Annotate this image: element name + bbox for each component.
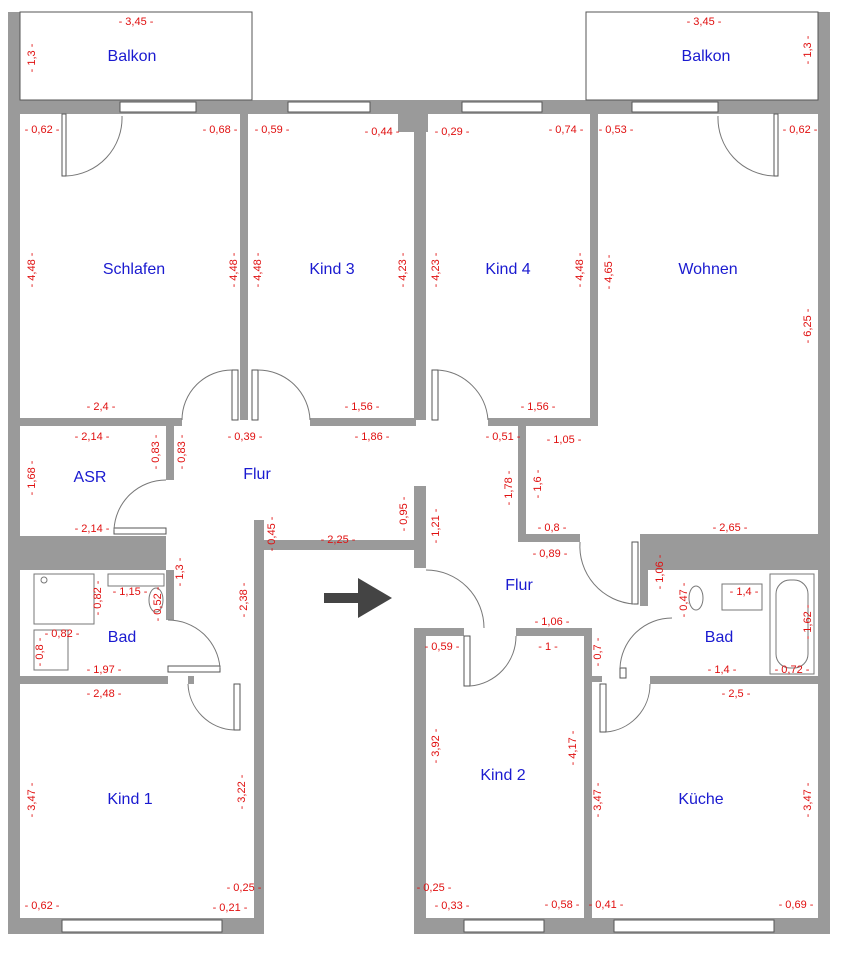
dim-label: - 0,69 - — [778, 898, 814, 911]
dim-label: - 1,56 - — [520, 400, 556, 413]
dim-label: - 1,3 - — [801, 35, 814, 65]
room-label-bad-left: Bad — [107, 629, 137, 647]
dim-label: - 1,68 - — [25, 460, 38, 496]
room-label-asr: ASR — [73, 469, 107, 487]
dim-label: - 0,59 - — [254, 123, 290, 136]
room-label-balkon-right: Balkon — [681, 48, 731, 66]
dim-label: - 3,47 - — [591, 782, 604, 818]
wall-kueche-left — [592, 676, 602, 682]
room-label-kind4: Kind 4 — [485, 261, 531, 279]
dim-label: - 4,48 - — [227, 252, 240, 288]
wall-wohnen-bottom — [640, 534, 830, 570]
dim-label: - 2,65 - — [712, 521, 748, 534]
door-balkon-left-swing — [66, 116, 122, 176]
room-label-kind1: Kind 1 — [107, 791, 153, 809]
door-bad-left-leaf — [168, 666, 220, 672]
dim-label: - 0,53 - — [598, 123, 634, 136]
room-label-wohnen: Wohnen — [678, 261, 738, 279]
wall-kind2-top2 — [516, 628, 586, 636]
window-kueche — [614, 920, 774, 932]
dim-label: - 4,48 - — [251, 252, 264, 288]
dim-label: - 0,25 - — [226, 881, 262, 894]
dim-label: - 1,06 - — [534, 615, 570, 628]
wall-outer-right — [818, 12, 830, 542]
wall-kind3-bottom — [310, 418, 416, 426]
wall-asr-bottom — [8, 536, 166, 570]
door-kind4-swing — [438, 370, 488, 420]
wall-kind4-wohnen — [590, 114, 598, 420]
dim-label: - 1,62 - — [801, 604, 814, 640]
dim-label: - 0,41 - — [588, 898, 624, 911]
dim-label: - 0,82 - — [44, 627, 80, 640]
door-kueche-leaf — [600, 684, 606, 732]
door-asr-leaf — [114, 528, 166, 534]
dim-label: - 1,05 - — [546, 433, 582, 446]
shower-drain-left — [41, 577, 47, 583]
door-schlafen-swing — [182, 370, 232, 420]
dim-label: - 0,83 - — [149, 434, 162, 470]
wall-bad-left-right — [166, 570, 174, 620]
dim-label: - 1,97 - — [86, 663, 122, 676]
room-label-bad-right: Bad — [704, 629, 734, 647]
dim-label: - 0,59 - — [424, 640, 460, 653]
dim-label: - 3,47 - — [801, 782, 814, 818]
dim-label: - 0,21 - — [212, 901, 248, 914]
dim-label: - 3,47 - — [25, 782, 38, 818]
door-asr-swing — [114, 480, 166, 530]
door-kind2-leaf — [464, 636, 470, 686]
dim-label: - 0,47 - — [677, 582, 690, 618]
wall-corridor-left — [254, 550, 264, 934]
wall-bad-left-bottom2 — [188, 676, 194, 684]
door-balkon-right-leaf — [774, 114, 778, 176]
door-bad-left-swing — [168, 620, 220, 668]
wall-flur-center-v — [414, 486, 426, 568]
dim-label: - 4,17 - — [566, 730, 579, 766]
dim-label: - 2,14 - — [74, 522, 110, 535]
dim-label: - 0,58 - — [544, 898, 580, 911]
window-kind1 — [62, 920, 222, 932]
dim-label: - 0,44 - — [364, 125, 400, 138]
dim-label: - 1,06 - — [653, 554, 666, 590]
dim-label: - 0,45 - — [265, 516, 278, 552]
wall-bad-right-bottom — [650, 676, 830, 684]
dim-label: - 0,29 - — [434, 125, 470, 138]
dim-label: - 1,6 - — [531, 469, 544, 499]
dim-label: - 1 - — [538, 640, 558, 653]
door-schlafen-leaf — [232, 370, 238, 420]
dim-label: - 1,4 - — [707, 663, 737, 676]
window-kind4 — [462, 102, 542, 112]
dim-label: - 1,15 - — [112, 585, 148, 598]
room-label-kind2: Kind 2 — [480, 767, 526, 785]
dim-label: - 1,3 - — [173, 557, 186, 587]
dim-label: - 3,45 - — [686, 15, 722, 28]
dim-label: - 0,72 - — [774, 663, 810, 676]
room-label-kind3: Kind 3 — [309, 261, 355, 279]
dim-label: - 0,82 - — [91, 580, 104, 616]
dim-label: - 0,25 - — [416, 881, 452, 894]
door-kind3-leaf — [252, 370, 258, 420]
dim-label: - 0,52 - — [151, 586, 164, 622]
dim-label: - 2,4 - — [86, 400, 116, 413]
dim-label: - 1,4 - — [729, 585, 759, 598]
door-kueche-swing — [606, 684, 650, 732]
door-kind2-swing — [470, 636, 516, 686]
wall-outer-left — [8, 12, 20, 934]
room-label-kueche: Küche — [678, 791, 724, 809]
dim-label: - 2,14 - — [74, 430, 110, 443]
dim-label: - 2,25 - — [320, 533, 356, 546]
room-label-schlafen: Schlafen — [102, 261, 166, 279]
door-kind4-leaf — [432, 370, 438, 420]
door-bad-right-leaf — [620, 668, 626, 678]
dim-label: - 4,23 - — [429, 252, 442, 288]
dim-label: - 0,8 - — [33, 637, 46, 667]
dim-label: - 3,92 - — [429, 728, 442, 764]
window-wohnen — [632, 102, 718, 112]
dim-label: - 0,51 - — [485, 430, 521, 443]
dim-label: - 1,56 - — [344, 400, 380, 413]
wall-schlafen-kind3 — [240, 114, 248, 420]
dim-label: - 1,21 - — [429, 508, 442, 544]
wall-kind4-bottom — [488, 418, 598, 426]
window-kind2 — [464, 920, 544, 932]
wall-bad-right-left — [640, 542, 648, 606]
dim-label: - 2,5 - — [721, 687, 751, 700]
door-wohnen-swing — [580, 542, 634, 604]
room-label-flur-left: Flur — [243, 466, 271, 484]
door-kind1-leaf — [234, 684, 240, 730]
wall-outer-right-lower — [818, 542, 830, 934]
dim-label: - 0,74 - — [548, 123, 584, 136]
dim-label: - 1,78 - — [502, 470, 515, 506]
toilet-right — [689, 586, 703, 610]
dim-label: - 2,48 - — [86, 687, 122, 700]
wall-bad-left-bottom — [20, 676, 168, 684]
dim-label: - 0,62 - — [24, 123, 60, 136]
dim-label: - 0,62 - — [24, 899, 60, 912]
door-wohnen-leaf — [632, 542, 638, 604]
room-label-balkon-left: Balkon — [107, 48, 157, 66]
washbasin-left — [108, 574, 164, 586]
wall-flur-left-stub — [254, 520, 264, 550]
dim-label: - 3,45 - — [118, 15, 154, 28]
dim-label: - 6,25 - — [801, 308, 814, 344]
door-balkon-left-leaf — [62, 114, 66, 176]
window-schlafen — [120, 102, 196, 112]
dim-label: - 2,38 - — [237, 582, 250, 618]
wall-wohnen-step-h — [518, 534, 580, 542]
door-entrance-swing — [426, 570, 484, 628]
dim-label: - 0,7 - — [591, 637, 604, 667]
wall-asr-right — [166, 426, 174, 480]
dim-label: - 0,39 - — [227, 430, 263, 443]
dim-label: - 4,23 - — [396, 252, 409, 288]
dim-label: - 4,48 - — [25, 252, 38, 288]
dim-label: - 0,8 - — [537, 521, 567, 534]
dim-label: - 0,62 - — [782, 123, 818, 136]
wall-schlafen-bottom — [20, 418, 182, 426]
dim-label: - 3,22 - — [235, 774, 248, 810]
door-kind3-swing — [258, 370, 310, 420]
door-kind1-swing — [188, 684, 234, 730]
window-kind3 — [288, 102, 370, 112]
dim-label: - 0,89 - — [532, 547, 568, 560]
dim-label: - 0,83 - — [175, 434, 188, 470]
room-label-flur-right: Flur — [505, 577, 533, 595]
dim-label: - 1,86 - — [354, 430, 390, 443]
dim-label: - 4,65 - — [602, 254, 615, 290]
door-balkon-right-swing — [718, 116, 774, 176]
wall-kind2-right — [584, 628, 592, 918]
entrance-arrow-icon — [324, 578, 392, 618]
dim-label: - 0,95 - — [397, 496, 410, 532]
dim-label: - 0,68 - — [202, 123, 238, 136]
dim-label: - 4,48 - — [573, 252, 586, 288]
wall-kind3-kind4 — [414, 114, 426, 420]
door-bad-right-swing — [620, 618, 672, 668]
dim-label: - 1,3 - — [25, 43, 38, 73]
dim-label: - 0,33 - — [434, 899, 470, 912]
